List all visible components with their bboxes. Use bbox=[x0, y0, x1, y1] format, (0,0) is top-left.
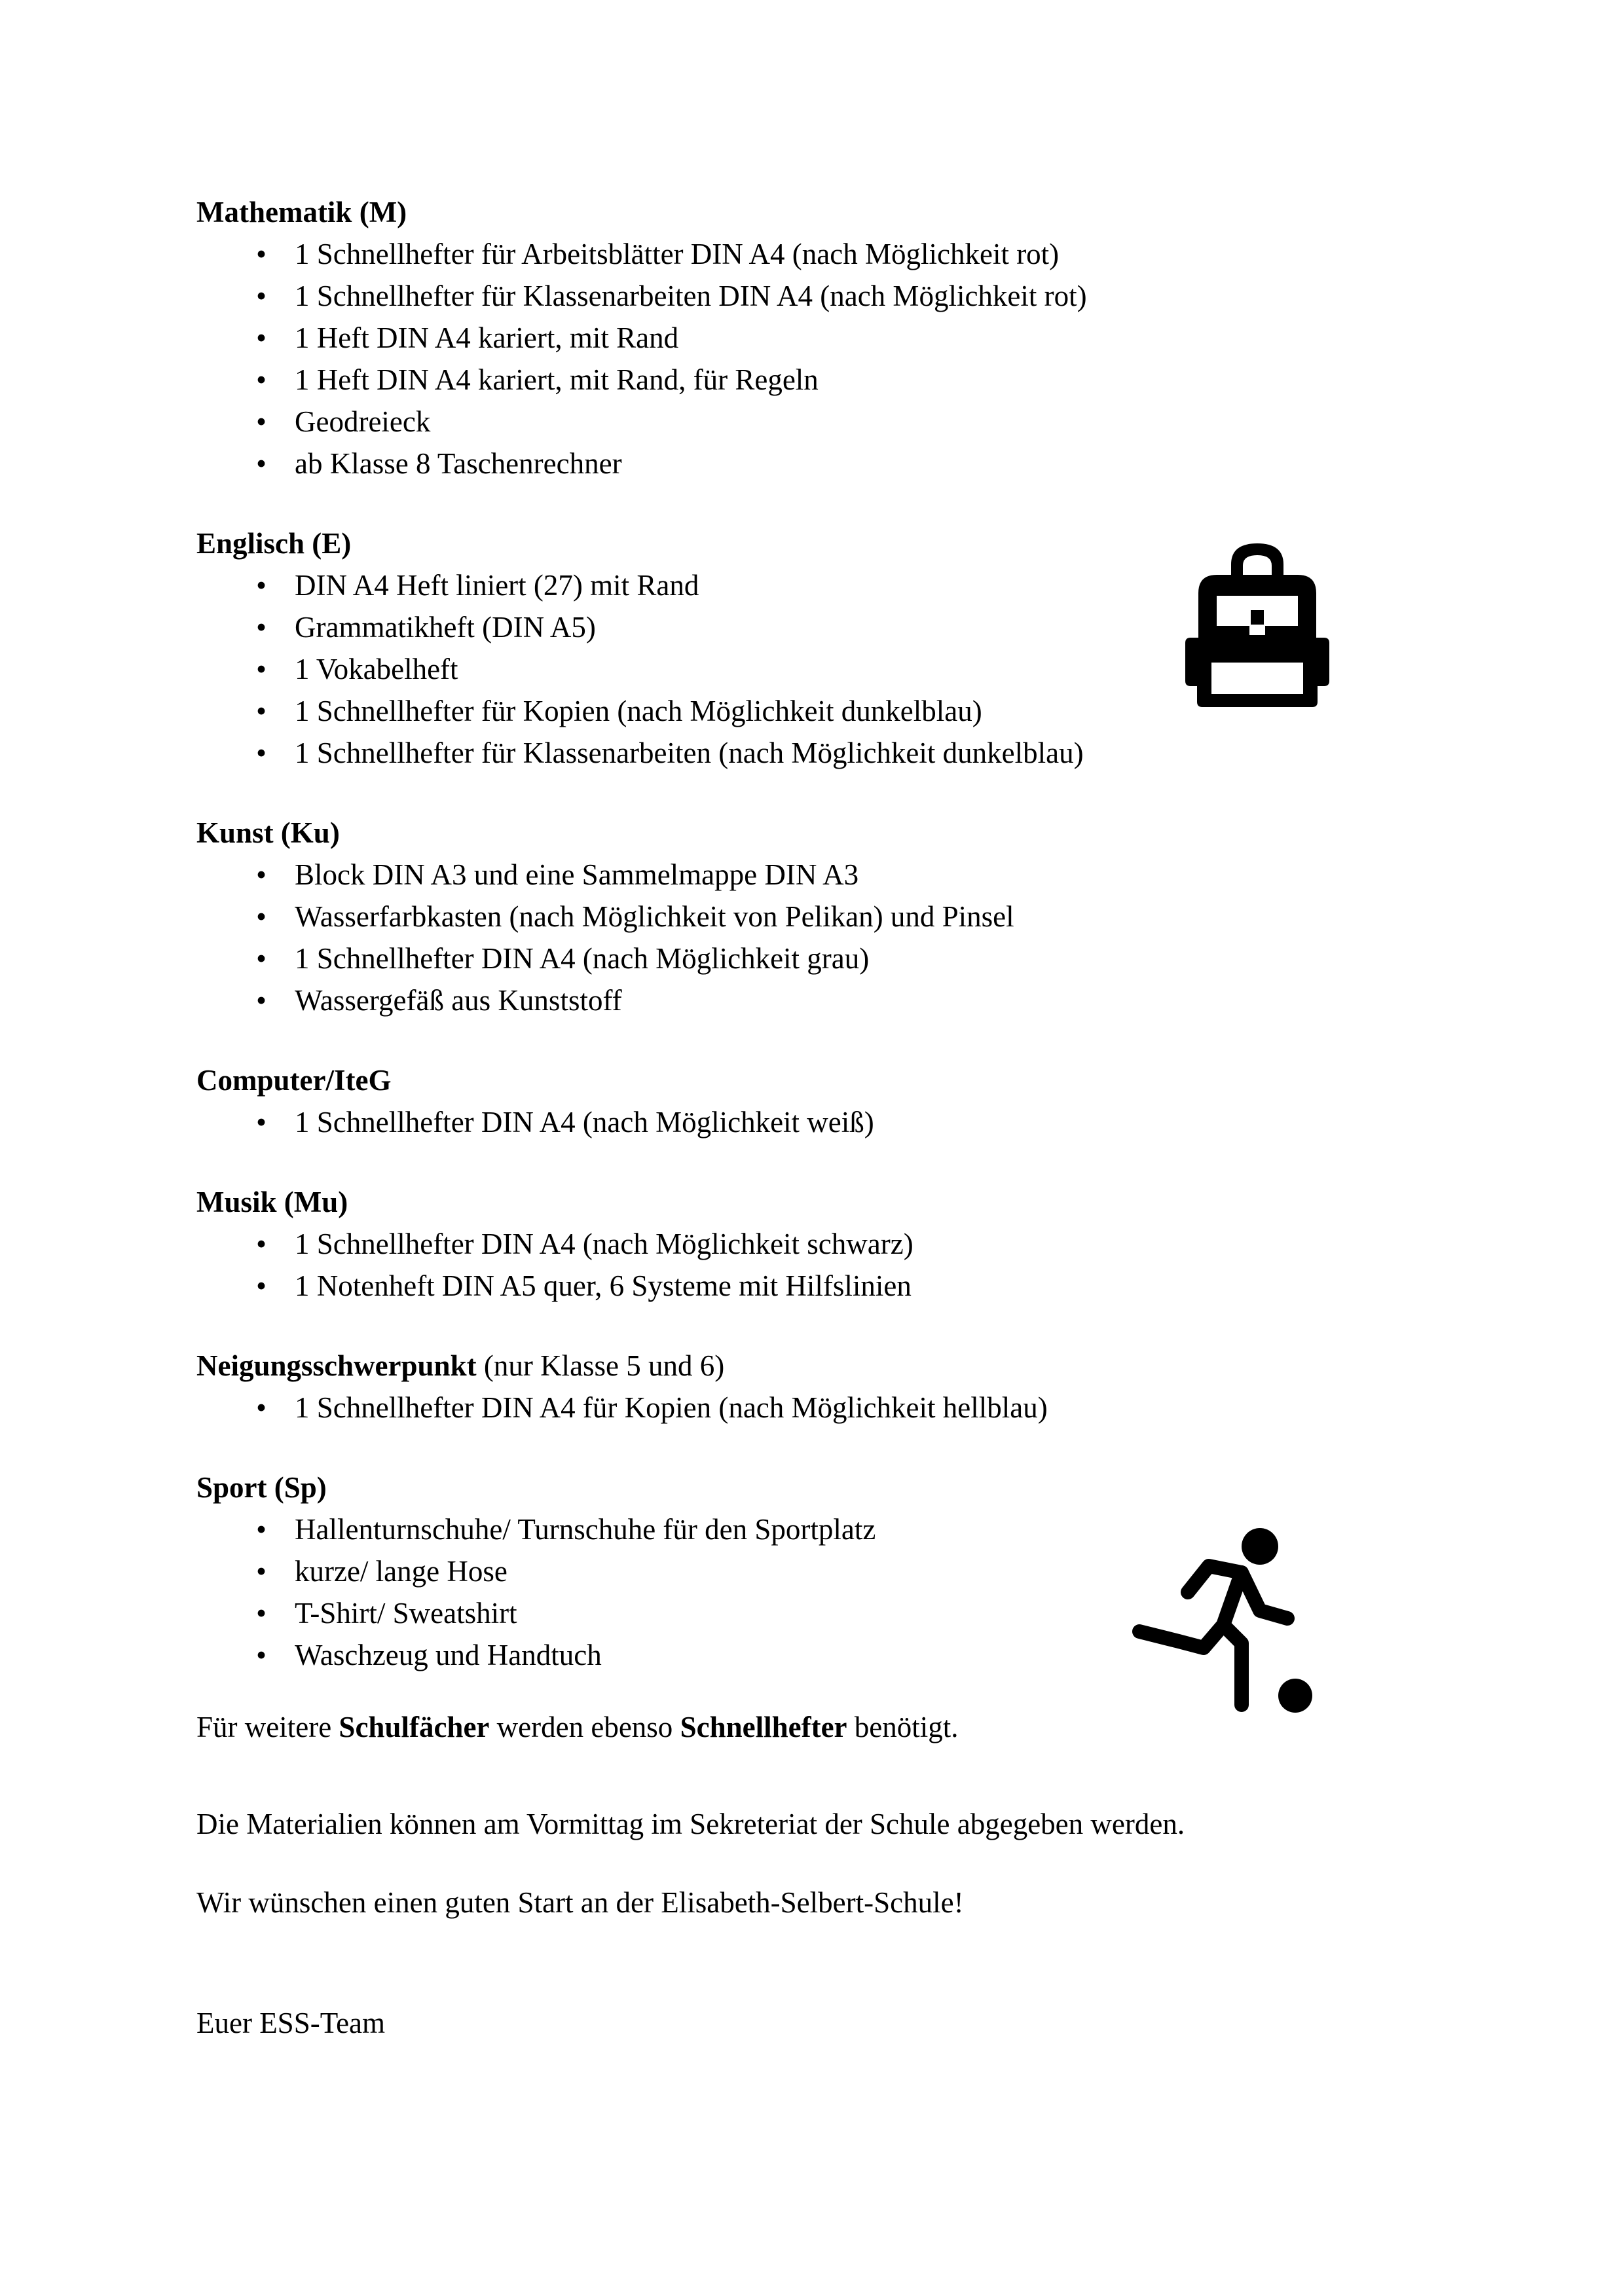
section-title: Kunst (Ku) bbox=[196, 816, 340, 849]
list-item bbox=[196, 275, 1441, 317]
item-text: ab Klasse 8 Taschenrechner bbox=[295, 447, 622, 480]
item-text: Waschzeug und Handtuch bbox=[295, 1639, 602, 1671]
item-text: 1 Heft DIN A4 kariert, mit Rand bbox=[295, 321, 679, 354]
section-kunst bbox=[196, 812, 1441, 1021]
list-item bbox=[196, 979, 1441, 1021]
note-prefix: Für weitere bbox=[196, 1711, 339, 1743]
bullet: • bbox=[256, 858, 267, 891]
section-heading bbox=[196, 191, 1441, 233]
wish-note: Wir wünschen einen guten Start an der Elisabeth-Selbert-Schule! bbox=[196, 1886, 964, 1919]
item-text: T-Shirt/ Sweatshirt bbox=[295, 1597, 517, 1630]
signature: Euer ESS-Team bbox=[196, 2007, 386, 2039]
item-text: 1 Schnellhefter für Klassenarbeiten (nach Möglichkeit dunkelblau) bbox=[295, 737, 1084, 769]
section-neigungsschwerpunkt bbox=[196, 1345, 1441, 1429]
list-item bbox=[196, 359, 1441, 401]
bullet: • bbox=[256, 1106, 267, 1139]
item-text: 1 Schnellhefter für Arbeitsblätter DIN A4 (nach Möglichkeit rot) bbox=[295, 238, 1060, 270]
bullet: • bbox=[256, 1597, 267, 1630]
list-item bbox=[196, 1387, 1441, 1429]
section-musik bbox=[196, 1181, 1441, 1307]
item-text: Wassergefäß aus Kunststoff bbox=[295, 984, 622, 1017]
list-item bbox=[196, 1265, 1441, 1307]
bullet: • bbox=[256, 447, 267, 480]
soccer-player-icon bbox=[1132, 1527, 1315, 1714]
section-computer bbox=[196, 1059, 1441, 1143]
item-text: Hallenturnschuhe/ Turnschuhe für den Sportplatz bbox=[295, 1513, 876, 1546]
section-heading bbox=[196, 1181, 1441, 1223]
bullet: • bbox=[256, 1391, 267, 1424]
bullet: • bbox=[256, 321, 267, 354]
item-list bbox=[196, 233, 1441, 484]
bullet: • bbox=[256, 405, 267, 438]
bullet: • bbox=[256, 1228, 267, 1260]
item-list bbox=[196, 854, 1441, 1021]
bullet: • bbox=[256, 280, 267, 312]
list-item bbox=[196, 401, 1441, 443]
item-text: kurze/ lange Hose bbox=[295, 1555, 507, 1588]
bullet: • bbox=[256, 900, 267, 933]
item-text: 1 Vokabelheft bbox=[295, 653, 458, 685]
bullet: • bbox=[256, 1513, 267, 1546]
backpack-icon bbox=[1185, 538, 1329, 707]
list-item bbox=[196, 317, 1441, 359]
section-heading bbox=[196, 1059, 1441, 1101]
materials-note: Die Materialien können am Vormittag im Sekreteriat der Schule abgegeben werden. bbox=[196, 1808, 1185, 1840]
section-title: Mathematik (M) bbox=[196, 196, 407, 228]
bullet: • bbox=[256, 984, 267, 1017]
note-middle: werden ebenso bbox=[489, 1711, 680, 1743]
item-list bbox=[196, 1101, 1441, 1143]
bullet: • bbox=[256, 695, 267, 727]
item-text: 1 Schnellhefter DIN A4 (nach Möglichkeit weiß) bbox=[295, 1106, 874, 1139]
list-item bbox=[196, 1223, 1441, 1265]
bullet: • bbox=[256, 363, 267, 396]
section-title: Sport (Sp) bbox=[196, 1471, 327, 1504]
bullet: • bbox=[256, 737, 267, 769]
section-title: Neigungsschwerpunkt bbox=[196, 1349, 477, 1382]
list-item bbox=[196, 938, 1441, 979]
note-bold-folders: Schnellhefter bbox=[680, 1711, 847, 1743]
item-text: 1 Notenheft DIN A5 quer, 6 Systeme mit Hilfslinien bbox=[295, 1269, 912, 1302]
section-heading bbox=[196, 1345, 1441, 1387]
bullet: • bbox=[256, 942, 267, 975]
section-suffix: (nur Klasse 5 und 6) bbox=[476, 1349, 725, 1382]
item-text: 1 Heft DIN A4 kariert, mit Rand, für Regeln bbox=[295, 363, 819, 396]
item-text: Grammatikheft (DIN A5) bbox=[295, 611, 596, 644]
bullet: • bbox=[256, 653, 267, 685]
bullet: • bbox=[256, 1269, 267, 1302]
section-title: Computer/IteG bbox=[196, 1064, 392, 1097]
bullet: • bbox=[256, 569, 267, 602]
list-item bbox=[196, 233, 1441, 275]
item-text: Block DIN A3 und eine Sammelmappe DIN A3 bbox=[295, 858, 859, 891]
item-text: 1 Schnellhefter DIN A4 für Kopien (nach Möglichkeit hellblau) bbox=[295, 1391, 1048, 1424]
note-bold-subjects: Schulfächer bbox=[339, 1711, 490, 1743]
list-item bbox=[196, 443, 1441, 484]
bullet: • bbox=[256, 611, 267, 644]
note-suffix: benötigt. bbox=[847, 1711, 959, 1743]
section-title: Musik (Mu) bbox=[196, 1186, 348, 1218]
supply-list bbox=[196, 191, 1441, 2044]
item-text: Wasserfarbkasten (nach Möglichkeit von Pelikan) und Pinsel bbox=[295, 900, 1014, 933]
section-heading bbox=[196, 1467, 1441, 1508]
section-title: Englisch (E) bbox=[196, 527, 352, 560]
item-text: DIN A4 Heft liniert (27) mit Rand bbox=[295, 569, 699, 602]
bullet: • bbox=[256, 1555, 267, 1588]
list-item bbox=[196, 896, 1441, 938]
list-item bbox=[196, 732, 1441, 774]
item-text: 1 Schnellhefter DIN A4 (nach Möglichkeit grau) bbox=[295, 942, 870, 975]
section-mathematik bbox=[196, 191, 1441, 484]
item-list bbox=[196, 1223, 1441, 1307]
section-heading bbox=[196, 812, 1441, 854]
item-text: 1 Schnellhefter für Kopien (nach Möglichkeit dunkelblau) bbox=[295, 695, 982, 727]
bullet: • bbox=[256, 238, 267, 270]
item-text: Geodreieck bbox=[295, 405, 431, 438]
list-item bbox=[196, 1101, 1441, 1143]
list-item bbox=[196, 854, 1441, 896]
bullet: • bbox=[256, 1639, 267, 1671]
item-text: 1 Schnellhefter DIN A4 (nach Möglichkeit schwarz) bbox=[295, 1228, 913, 1260]
item-list bbox=[196, 1387, 1441, 1429]
item-text: 1 Schnellhefter für Klassenarbeiten DIN A4 (nach Möglichkeit rot) bbox=[295, 280, 1087, 312]
